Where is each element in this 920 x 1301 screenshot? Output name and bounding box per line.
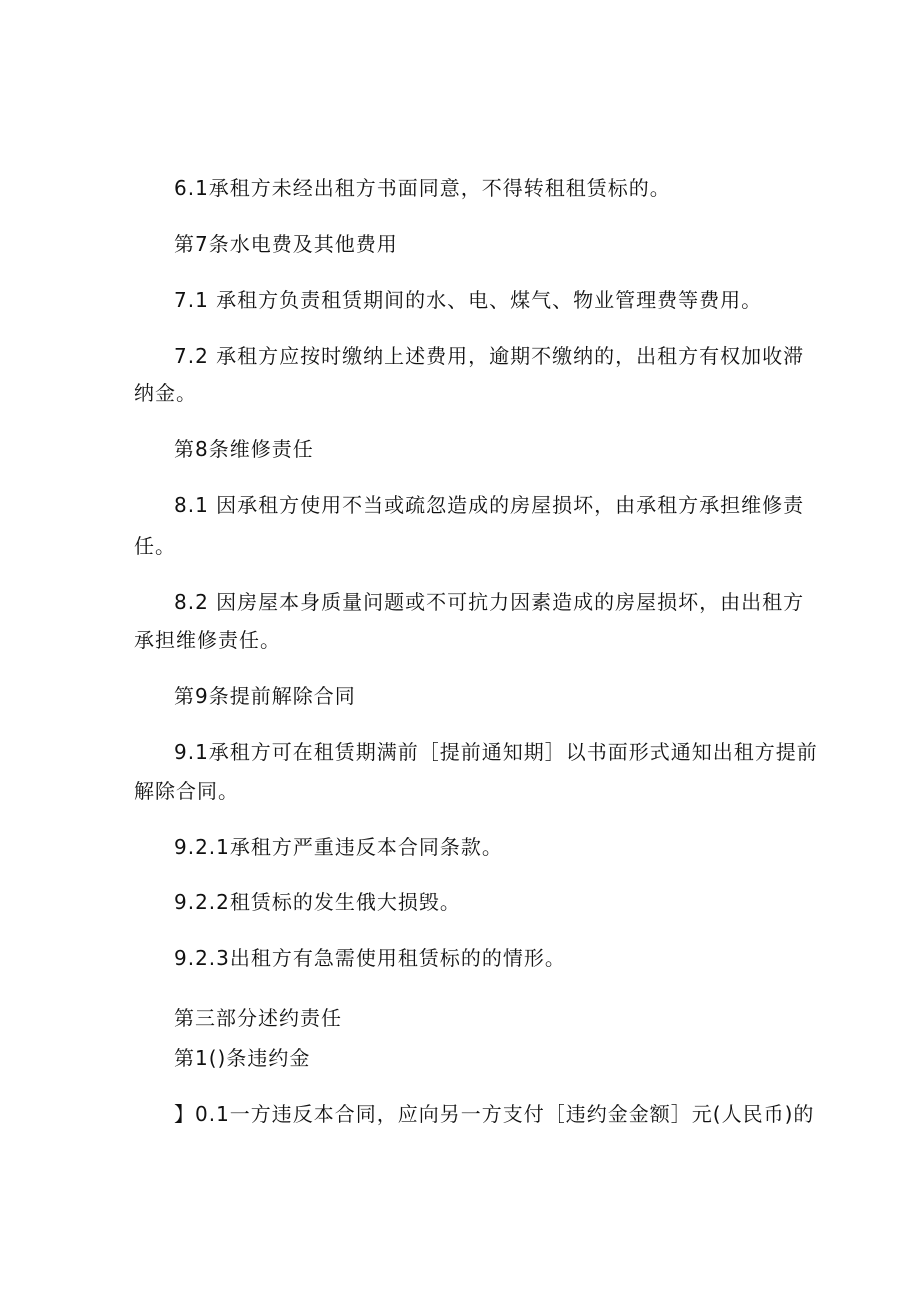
clause-8-1-line-2: 任。 — [134, 534, 176, 558]
article-10-heading: 第1()条违约金 — [174, 1046, 311, 1070]
clause-9-2-1: 9.2.1承租方严重违反本合同条款。 — [174, 835, 503, 859]
clause-8-2-line-2: 承担维修责任。 — [134, 628, 281, 652]
clause-9-2-3: 9.2.3出租方有急需使用租赁标的的情形。 — [174, 946, 566, 970]
part-3-heading: 第三部分述约责任 — [174, 1006, 342, 1030]
article-8-heading: 第8条维修责任 — [174, 437, 314, 461]
clause-8-2-line-1: 8.2 因房屋本身质量问题或不可抗力因素造成的房屋损坏，由出租方 — [174, 590, 805, 614]
clause-7-2-line-1: 7.2 承租方应按时缴纳上述费用，逾期不缴纳的，出租方有权加收滞 — [174, 344, 805, 368]
clause-7-1: 7.1 承租方负责租赁期间的水、电、煤气、物业管理费等费用。 — [174, 288, 763, 312]
clause-10-1-line-1: 】0.1一方违反本合同，应向另一方支付［违约金金额］元(人民币)的 — [174, 1102, 815, 1126]
clause-9-2-2: 9.2.2租赁标的发生俄大损毁。 — [174, 890, 461, 914]
article-7-heading: 第7条水电费及其他费用 — [174, 232, 398, 256]
clause-9-1-line-1: 9.1承租方可在租赁期满前［提前通知期］以书面形式通知出租方提前 — [174, 740, 818, 764]
clause-9-1-line-2: 解除合同。 — [134, 779, 239, 803]
article-9-heading: 第9条提前解除合同 — [174, 684, 356, 708]
clause-7-2-line-2: 纳金。 — [134, 381, 197, 405]
clause-6-1: 6.1承租方未经出租方书面同意，不得转租租赁标的。 — [174, 176, 671, 200]
clause-8-1-line-1: 8.1 因承租方使用不当或疏忽造成的房屋损坏，由承租方承担维修责 — [174, 493, 805, 517]
